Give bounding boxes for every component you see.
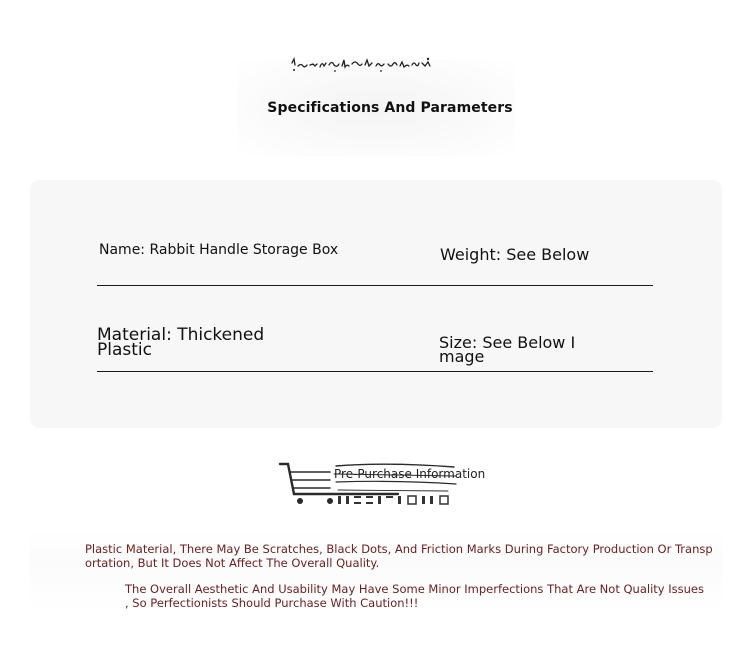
spec-weight: Weight: See Below: [440, 245, 590, 264]
notice-text-1: Plastic Material, There May Be Scratches, Black Dots, And Friction Marks During Factory Production Or Transp ortation, But It Does Not Affect The Overall Quality.: [85, 542, 713, 570]
script-title-logo: [288, 54, 442, 76]
cart-icon: [278, 458, 478, 508]
notice-text-2: The Overall Aesthetic And Usability May Have Some Minor Imperfections That Are Not Quality Issues , So Perfectionists Should Purchase With Caution!!!: [125, 582, 704, 610]
spec-name: Name: Rabbit Handle Storage Box: [99, 242, 339, 258]
divider-line: [97, 285, 653, 286]
spec-material: Material: Thickened Plastic: [97, 325, 265, 360]
spec-card: [30, 180, 722, 428]
section-title: Specifications And Parameters: [267, 100, 513, 116]
spec-size: Size: See Below I mage: [439, 333, 576, 366]
pre-purchase-heading: Pre-Purchase Information: [334, 467, 486, 481]
divider-line: [97, 371, 653, 372]
